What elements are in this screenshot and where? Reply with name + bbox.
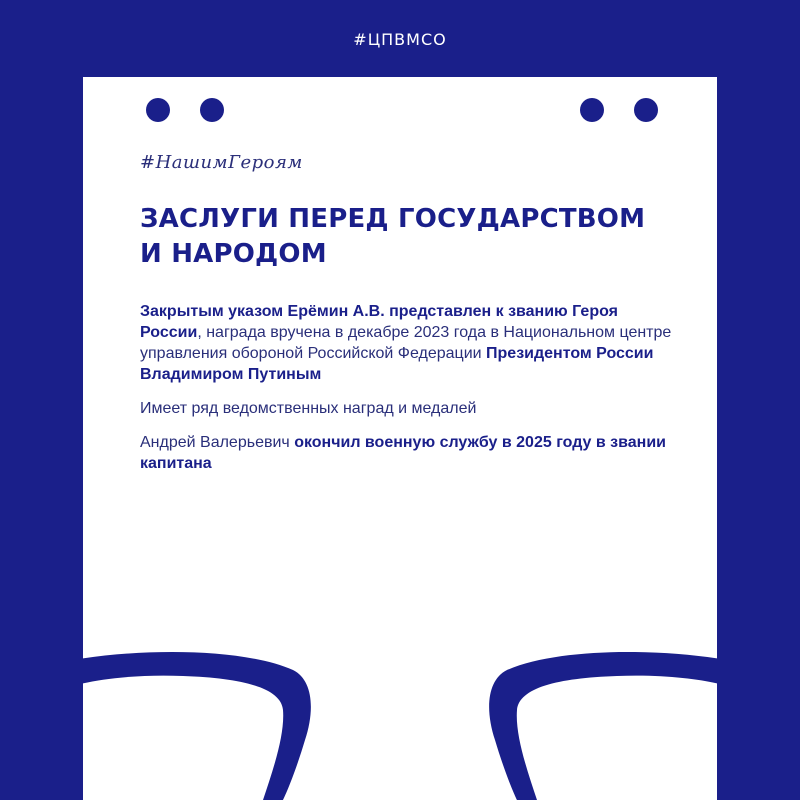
- glasses-graphic: [83, 650, 717, 800]
- paragraph-medals: Имеет ряд ведомственных наград и медалей: [140, 400, 477, 417]
- bold-text: Закрытым указом Ерёмин А.В. представлен к званию Героя России: [140, 303, 618, 341]
- decorative-dot: [200, 98, 224, 122]
- regular-text: , награда вручена в декабре 2023 года в Национальном центре управления обороной Российской Федерации: [140, 324, 672, 362]
- body-text: [140, 301, 680, 487]
- bold-text: окончил военную службу в 2025 году в звании капитана: [140, 434, 666, 472]
- bold-text: Президентом России Владимиром Путиным: [140, 345, 654, 383]
- page-title: [140, 202, 700, 272]
- paragraph-award: [140, 301, 680, 385]
- title-line: ЗАСЛУГИ ПЕРЕД ГОСУДАРСТВОМ: [140, 204, 646, 234]
- regular-text: Андрей Валерьевич: [140, 434, 295, 451]
- title-line: И НАРОДОМ: [140, 239, 327, 269]
- brand-hashtag: #ЦПВМСО: [353, 30, 447, 49]
- heroes-hashtag: #НашимГероям: [140, 152, 303, 173]
- decorative-dot: [634, 98, 658, 122]
- decorative-dot: [146, 98, 170, 122]
- content-card: [83, 77, 717, 800]
- decorative-dot: [580, 98, 604, 122]
- paragraph-service: [140, 432, 680, 474]
